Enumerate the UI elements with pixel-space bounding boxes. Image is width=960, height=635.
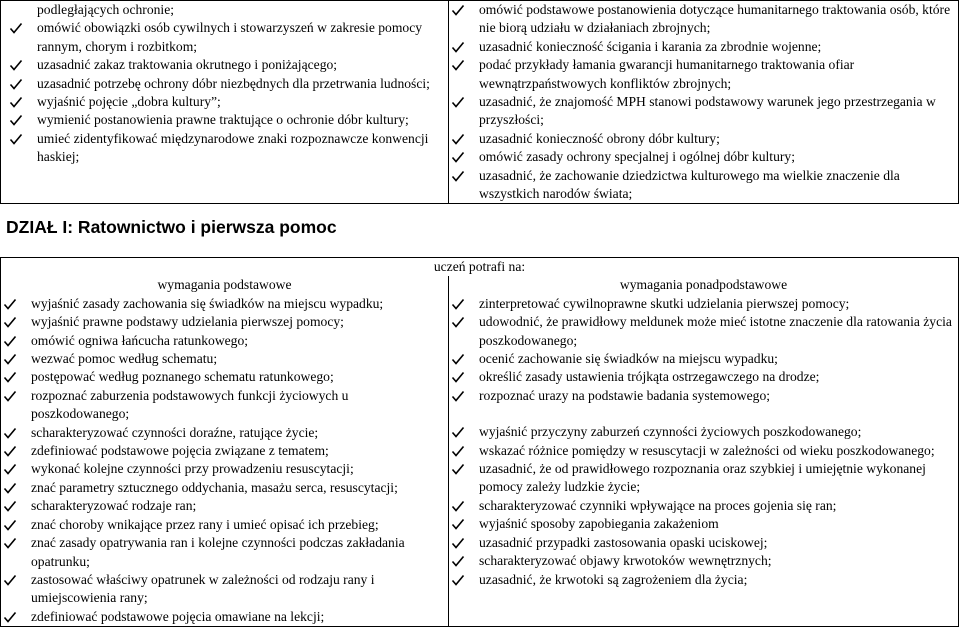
list-item-text: znać zasady opatrywania ran i kolejne czynności podczas zakładania opatrunku; — [31, 535, 405, 569]
list-item — [1, 608, 448, 626]
checkmark-icon — [451, 462, 465, 476]
checkmark-icon — [451, 132, 465, 146]
list-item — [449, 93, 958, 130]
list-item-text: uzasadnić przypadki zastosowania opaski uciskowej; — [479, 534, 768, 550]
list-item-text: scharakteryzować czynności doraźne, ratujące życie; — [31, 424, 319, 440]
checkmark-icon — [451, 573, 465, 587]
checkmark-icon — [451, 517, 465, 531]
section-title: DZIAŁ I: Ratownictwo i pierwsza pomoc — [6, 217, 337, 237]
list-item — [449, 38, 958, 56]
checkmark-icon — [3, 536, 17, 550]
list-item — [449, 295, 958, 313]
list-item-text: umieć zidentyfikować międzynarodowe znaki rozpoznawcze konwencji haskiej; — [37, 130, 429, 165]
list-item-text: udowodnić, że prawidłowy meldunek może mieć istotne znaczenie dla ratowania życia poszkodowanego; — [479, 314, 952, 348]
checkmark-icon — [451, 315, 465, 329]
list-item-text: określić zasady ustawienia trójkąta ostrzegawczego na drodze; — [479, 369, 820, 385]
list-item — [1, 368, 448, 386]
list-item-text: wskazać różnice pomiędzy w resuscytacji w zależności od wieku poszkodowanego; — [479, 442, 935, 458]
list-item — [449, 552, 958, 570]
list-item — [449, 350, 958, 368]
list-item — [449, 497, 958, 515]
list-item-text: rozpoznać zaburzenia podstawowych funkcji życiowych u poszkodowanego; — [31, 387, 349, 422]
list-item — [449, 515, 958, 533]
list-item-text: wyjaśnić przyczyny zaburzeń czynności życiowych poszkodowanego; — [479, 424, 862, 440]
list-item-text: rozpoznać urazy na podstawie badania systemowego; — [479, 387, 771, 403]
list-item — [1, 350, 448, 368]
checkmark-icon — [451, 444, 465, 458]
list-item — [449, 442, 958, 460]
basic-requirements-cell — [1, 276, 449, 626]
list-item-text: uzasadnić potrzebę ochrony dóbr niezbędnych dla przetrwania ludności; — [37, 75, 430, 91]
checkmark-icon — [451, 169, 465, 183]
checkmark-icon — [3, 426, 17, 440]
list-item — [1, 424, 448, 442]
top-left-cell — [1, 1, 449, 204]
list-item-text: zdefiniować podstawowe pojęcia omawiane na lekcji; — [31, 608, 325, 624]
checkmark-icon — [451, 58, 465, 72]
checkmark-icon — [451, 3, 465, 17]
list-item-text: wyjaśnić pojęcie „dobra kultury”; — [37, 94, 221, 110]
list-item — [1, 516, 448, 534]
checkmark-icon — [451, 499, 465, 513]
list-item — [449, 167, 958, 204]
checkmark-icon — [451, 425, 465, 439]
list-item-text: uzasadnić konieczność ścigania i karania za zbrodnie wojenne; — [479, 38, 822, 54]
list-item — [449, 571, 958, 589]
top-right-cell — [449, 1, 959, 204]
list-item — [1, 295, 448, 313]
checkmark-icon — [9, 58, 23, 72]
list-item — [1, 387, 448, 424]
checkmark-icon — [9, 95, 23, 109]
list-item-text: postępować według poznanego schematu ratunkowego; — [31, 369, 334, 385]
checkmark-icon — [9, 21, 23, 35]
list-item-text: zastosować właściwy opatrunek w zależności od rodzaju rany i umiejscowienia rany; — [31, 571, 375, 606]
list-item — [7, 56, 448, 74]
advanced-requirements-cell — [449, 276, 959, 626]
list-item — [449, 130, 958, 148]
list-item — [449, 534, 958, 552]
list-item-text: ocenić zachowanie się świadków na miejscu wypadku; — [479, 351, 778, 367]
list-item — [449, 387, 958, 405]
checkmark-icon — [3, 444, 17, 458]
checkmark-icon — [3, 573, 17, 587]
checkmark-icon — [3, 315, 17, 329]
checkmark-icon — [9, 77, 23, 91]
list-item — [1, 442, 448, 460]
list-item-text: wykonać kolejne czynności przy prowadzeniu resuscytacji; — [31, 461, 354, 477]
list-item — [1, 534, 448, 571]
list-item — [449, 1, 958, 38]
list-item-text: uzasadnić zakaz traktowania okrutnego i poniżającego; — [37, 57, 338, 73]
checkmark-icon — [3, 352, 17, 366]
checkmark-icon — [451, 95, 465, 109]
list-item-text: omówić zasady ochrony specjalnej i ogólnej dóbr kultury; — [479, 149, 795, 165]
list-item — [7, 1, 448, 19]
list-item-text: omówić podstawowe postanowienia dotyczące humanitarnego traktowania osób, które nie biorą udziału w działaniach zbrojnych; — [479, 2, 951, 36]
list-item — [1, 313, 448, 331]
list-item — [7, 93, 448, 111]
list-item — [1, 332, 448, 350]
list-item-text: scharakteryzować czynniki wpływające na proces gojenia się ran; — [479, 497, 837, 513]
list-item-text: wyjaśnić sposoby zapobiegania zakażeniom — [479, 516, 719, 532]
list-item-text: wymienić postanowienia prawne traktujące o ochronie dóbr kultury; — [37, 112, 409, 128]
list-item-text: uzasadnić, że od prawidłowego rozpoznania oraz szybkiej i umiejętnie wykonanej pomocy zależy ludzkie życie; — [479, 461, 926, 495]
advanced-requirements-list-2 — [449, 423, 958, 589]
list-item — [449, 460, 958, 497]
checkmark-icon — [3, 334, 17, 348]
list-item-text: zdefiniować podstawowe pojęcia związane z tematem; — [31, 443, 329, 459]
list-item — [1, 497, 448, 515]
checkmark-icon — [9, 132, 23, 146]
checkmark-icon — [3, 610, 17, 624]
list-item — [7, 130, 448, 167]
advanced-requirements-heading: wymagania ponadpodstawowe — [619, 277, 788, 293]
list-item — [1, 460, 448, 478]
checkmark-icon — [451, 352, 465, 366]
list-item-text: znać choroby wnikające przez rany i umieć opisać ich przebieg; — [31, 516, 379, 532]
list-item-text: omówić obowiązki osób cywilnych i stowarzyszeń w zakresie pomocy rannym, chorym i rozbitkom; — [37, 20, 423, 54]
list-item-text: zinterpretować cywilnoprawne skutki udzielania pierwszej pomocy; — [479, 295, 850, 311]
checkmark-icon — [451, 297, 465, 311]
list-item-text: scharakteryzować objawy krwotoków wewnętrznych; — [479, 553, 772, 569]
student-can-header: uczeń potrafi na: — [1, 258, 959, 277]
list-item-text: wyjaśnić prawne podstawy udzielania pierwszej pomocy; — [31, 314, 344, 330]
checkmark-icon — [9, 113, 23, 127]
list-item-text: uzasadnić, że zachowanie dziedzictwa kulturowego ma wielkie znaczenie dla wszystkich narodów świata; — [479, 167, 900, 202]
list-item — [7, 111, 448, 129]
checkmark-icon — [3, 389, 17, 403]
list-item-text: podać przykłady łamania gwarancji humanitarnego traktowania ofiar wewnątrzpaństwowych konfliktów zbrojnych; — [479, 57, 855, 91]
checkmark-icon — [451, 389, 465, 403]
list-item-text: omówić ogniwa łańcucha ratunkowego; — [31, 332, 249, 348]
list-item — [449, 313, 958, 350]
list-item — [1, 571, 448, 608]
list-item — [1, 479, 448, 497]
top-left-list — [7, 1, 448, 167]
list-item — [449, 368, 958, 386]
checkmark-icon — [3, 462, 17, 476]
list-item — [449, 56, 958, 93]
first-aid-requirements-table — [0, 257, 959, 627]
list-item-text: znać parametry sztucznego oddychania, masażu serca, resuscytacji; — [31, 479, 398, 495]
list-item-text: wezwać pomoc według schematu; — [31, 351, 218, 367]
checkmark-icon — [3, 481, 17, 495]
list-item-text: wyjaśnić zasady zachowania się świadków na miejscu wypadku; — [31, 295, 384, 311]
list-item — [7, 75, 448, 93]
list-item-text: uzasadnić, że krwotoki są zagrożeniem dla życia; — [479, 571, 748, 587]
checkmark-icon — [3, 499, 17, 513]
checkmark-icon — [3, 370, 17, 384]
list-item — [449, 148, 958, 166]
top-requirements-table — [0, 0, 959, 204]
spacer — [449, 405, 958, 423]
list-item-text: uzasadnić, że znajomość MPH stanowi podstawowy warunek jego przestrzegania w przyszłości; — [479, 94, 936, 128]
checkmark-icon — [451, 40, 465, 54]
checkmark-icon — [3, 297, 17, 311]
checkmark-icon — [451, 554, 465, 568]
top-right-list — [449, 1, 958, 203]
list-item — [449, 423, 958, 441]
checkmark-icon — [3, 518, 17, 532]
basic-requirements-heading: wymagania podstawowe — [157, 277, 292, 293]
checkmark-icon — [451, 370, 465, 384]
checkmark-icon — [451, 150, 465, 164]
list-item-text: scharakteryzować rodzaje ran; — [31, 498, 197, 514]
list-item-text: uzasadnić konieczność obrony dóbr kultury; — [479, 130, 720, 146]
basic-requirements-list — [1, 295, 448, 626]
checkmark-icon — [451, 536, 465, 550]
list-item — [7, 19, 448, 56]
list-item-text: podległających ochronie; — [37, 2, 175, 17]
advanced-requirements-list-1 — [449, 295, 958, 405]
